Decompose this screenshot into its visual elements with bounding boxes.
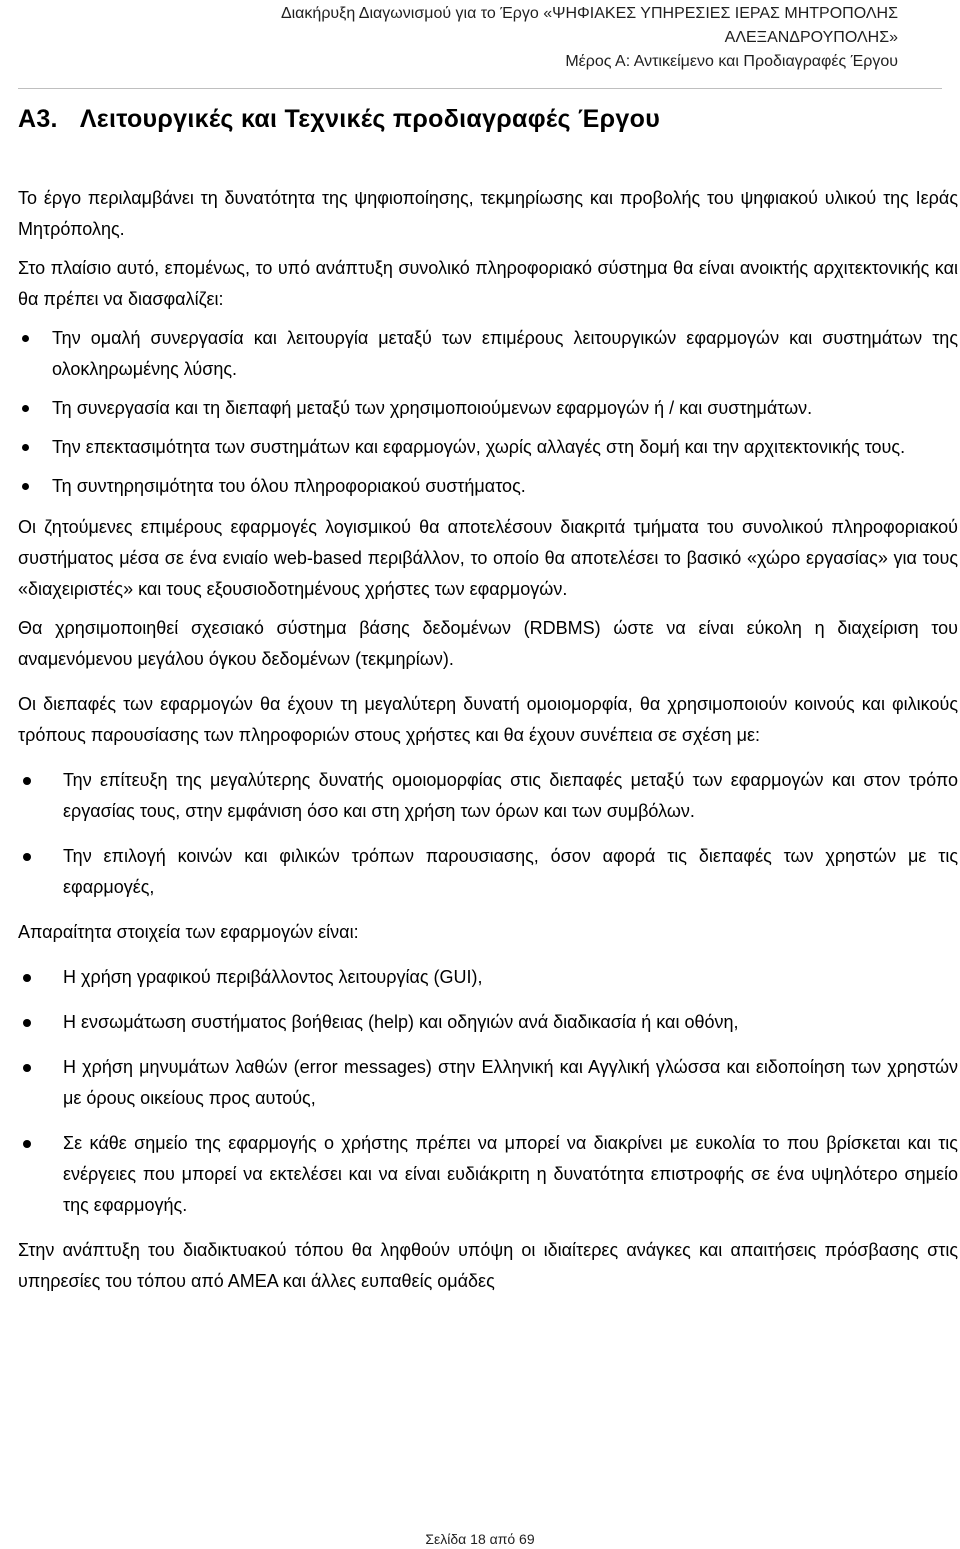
bullet-icon bbox=[23, 853, 31, 861]
list-item: Την επιλογή κοινών και φιλικών τρόπων παρουσιασης, όσον αφορά τις διεπαφές των χρηστών με τις εφαρμογές, bbox=[18, 841, 958, 903]
page-number: Σελίδα 18 από 69 bbox=[425, 1531, 535, 1547]
bullet-icon bbox=[23, 1064, 31, 1072]
bullet-icon bbox=[22, 405, 29, 412]
bullet-icon bbox=[23, 777, 31, 785]
section-title-text: Λειτουργικές και Τεχνικές προδιαγραφές Έργου bbox=[79, 105, 661, 133]
bullet-icon bbox=[23, 1140, 31, 1148]
paragraph-architecture: Στο πλαίσιο αυτό, επομένως, το υπό ανάπτυξη συνολικό πληροφοριακό σύστημα θα είναι ανοικτής αρχιτεκτονικής και θα πρέπει να διασφαλίζει: bbox=[18, 258, 958, 309]
header-line-3: Μέρος Α: Αντικείμενο και Προδιαγραφές Έργου bbox=[565, 53, 898, 70]
section-heading bbox=[18, 105, 660, 134]
list-item: Τη συνεργασία και τη διεπαφή μεταξύ των χρησιμοποιούμενων εφαρμογών ή / και συστημάτων. bbox=[18, 393, 958, 424]
bullet-icon bbox=[22, 483, 29, 490]
list-item: Τη συντηρησιμότητα του όλου πληροφοριακού συστήματος. bbox=[18, 471, 958, 502]
paragraph-intro: Το έργο περιλαμβάνει τη δυνατότητα της ψηφιοποίησης, τεκμηρίωσης και προβολής του ψηφιακού υλικού της Ιεράς Μητρόπολης. bbox=[18, 188, 958, 239]
paragraph-accessibility: Στην ανάπτυξη του διαδικτυακού τόπου θα ληφθούν υπόψη οι ιδιαίτερες ανάγκες και απαιτήσεις πρόσβασης στις υπηρεσίες του τόπου από ΑΜΕΑ και άλλες ευπαθείς ομάδες bbox=[18, 1240, 958, 1291]
essentials-list bbox=[18, 962, 958, 1221]
bullet-icon bbox=[22, 444, 29, 451]
header-line-2: ΑΛΕΞΑΝΔΡΟΥΠΟΛΗΣ» bbox=[724, 29, 898, 46]
paragraph-essentials: Απαραίτητα στοιχεία των εφαρμογών είναι: bbox=[18, 922, 359, 942]
list-item: Η χρήση μηνυμάτων λαθών (error messages) στην Ελληνική και Αγγλική γλώσσα και ειδοποίηση των χρηστών με όρους οικείους προς αυτούς, bbox=[18, 1052, 958, 1114]
paragraph-database: Θα χρησιμοποιηθεί σχεσιακό σύστημα βάσης δεδομένων (RDBMS) ώστε να είναι εύκολη η διαχείριση του αναμενόμενου μεγάλου όγκου δεδομένων (τεκμηρίων). bbox=[18, 618, 958, 669]
list-item: Την επεκτασιμότητα των συστημάτων και εφαρμογών, χωρίς αλλαγές στη δομή και την αρχιτεκτονικής τους. bbox=[18, 432, 958, 463]
consistency-list bbox=[18, 765, 958, 903]
paragraph-interfaces: Οι διεπαφές των εφαρμογών θα έχουν τη μεγαλύτερη δυνατή ομοιομορφία, θα χρησιμοποιούν κοινούς και φιλικούς τρόπους παρουσίασης των πληροφοριών στους χρήστες και θα έχουν συνέπεια σε σχέση με: bbox=[18, 694, 958, 745]
requirements-list bbox=[18, 323, 958, 502]
list-item: Σε κάθε σημείο της εφαρμογής ο χρήστης πρέπει να μπορεί να διακρίνει με ευκολία το που βρίσκεται και τις ενέργειες που μπορεί να εκτελέσει και να είναι ευδιάκριτη η δυνατότητα επιστροφής σε ένα υψηλότερο σημείο της εφαρμογής. bbox=[18, 1128, 958, 1221]
bullet-icon bbox=[23, 974, 31, 982]
document-body bbox=[18, 183, 958, 1305]
page-header bbox=[281, 2, 898, 74]
list-item: Η ενσωμάτωση συστήματος βοήθειας (help) και οδηγιών ανά διαδικασία ή και οθόνη, bbox=[18, 1007, 958, 1038]
bullet-icon bbox=[23, 1019, 31, 1027]
list-item: Η χρήση γραφικού περιβάλλοντος λειτουργίας (GUI), bbox=[18, 962, 958, 993]
header-divider bbox=[18, 88, 942, 89]
header-line-1: Διακήρυξη Διαγωνισμού για το Έργο «ΨΗΦΙΑΚΕΣ ΥΠΗΡΕΣΙΕΣ ΙΕΡΑΣ ΜΗΤΡΟΠΟΛΗΣ bbox=[280, 5, 898, 22]
paragraph-applications: Οι ζητούμενες επιμέρους εφαρμογές λογισμικού θα αποτελέσουν διακριτά τμήματα του συνολικού πληροφοριακού συστήματος μέσα σε ένα ενιαίο web-based περιβάλλον, το οποίο θα αποτελέσει το βασικό «χώρο εργασίας» για τους «διαχειριστές» και τους εξουσιοδοτημένους χρήστες των εφαρμογών. bbox=[18, 517, 958, 599]
list-item: Την ομαλή συνεργασία και λειτουργία μεταξύ των επιμέρους λειτουργικών εφαρμογών και συστημάτων της ολοκληρωμένης λύσης. bbox=[18, 323, 958, 385]
bullet-icon bbox=[22, 335, 29, 342]
list-item: Την επίτευξη της μεγαλύτερης δυνατής ομοιομορφίας στις διεπαφές μεταξύ των εφαρμογών και στον τρόπο εργασίας τους, στην εμφάνιση όσο και στη χρήση των όρων και των συμβόλων. bbox=[18, 765, 958, 827]
section-number: Α3. bbox=[18, 105, 58, 133]
